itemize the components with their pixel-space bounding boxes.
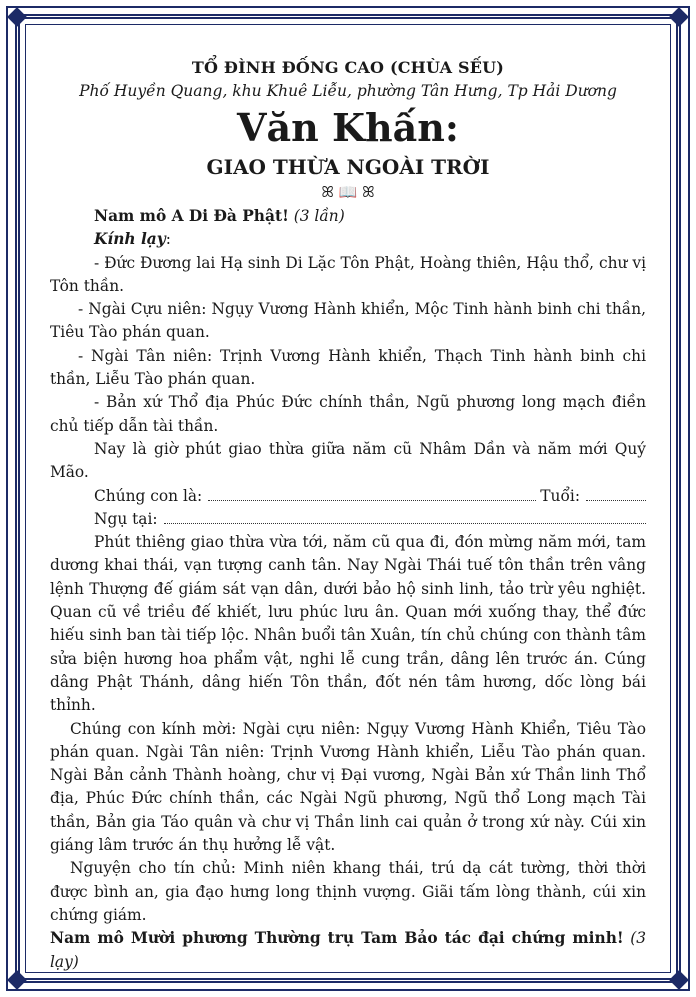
kinh-lay-label: Kính lạy: [94, 230, 166, 249]
invocation-3: - Ngài Tân niên: Trịnh Vương Hành khiển, Thạch Tinh hành binh chi thần, Liễu Tào phán quan.: [50, 346, 646, 389]
closing-line: [50, 927, 646, 974]
kinh-lay-colon: :: [165, 230, 171, 249]
body-paragraph-3: Nguyện cho tín chủ: Minh niên khang thái, trú dạ cát tường, thời thời được bình an, gia đạo hưng long thịnh vượng. Giãi tấm lòng thành, cúi xin chứng giám.: [50, 859, 646, 924]
invocation-1: - Đức Đương lai Hạ sinh Di Lặc Tôn Phật, Hoàng thiên, Hậu thổ, chư vị Tôn thần.: [50, 253, 646, 295]
address-fill-row: [50, 508, 646, 531]
document-content: [50, 57, 646, 974]
intro-line: Nay là giờ phút giao thừa giữa năm cũ Nhâm Dần và năm mới Quý Mão.: [50, 439, 646, 482]
tuoi-label: Tuổi:: [540, 486, 580, 505]
document-title: Văn Khấn:: [237, 105, 459, 150]
kinh-lay: [50, 228, 646, 251]
body-paragraph-2: Chúng con kính mời: Ngài cựu niên: Ngụy Vương Hành Khiển, Tiêu Tào phán quan. Ngài Tân niên: Trịnh Vương Hành khiển, Liễu Tào phán quan. Ngài Bản cảnh Thành hoàng, chư vị Đại vương, Ngài Bản xứ Thần linh Thổ địa, Phúc Đức chính thần, các Ngài Ngũ phương, Ngũ thổ Long mạch Tài thần, Bản gia Táo quân và chư vị Thần linh cai quản ở trong xứ này. Cúi xin giáng lâm trước án thụ hưởng lễ vật.: [50, 719, 646, 855]
body-paragraph-1: Phút thiêng giao thừa vừa tới, năm cũ qua đi, đón mừng năm mới, tam dương khai thái, vạn tượng canh tân. Nay Ngài Thái tuế tôn thần trên vâng lệnh Thượng đế giám sát vạn dân, dưới bảo hộ sinh linh, tảo trừ yêu nghiệt. Quan cũ về triều đế khiết, lưu phúc lưu ân. Quan mới xuống thay, thể đức hiếu sinh ban tài tiếp lộc. Nhân buổi tân Xuân, tín chủ chúng con thành tâm sửa biện hương hoa phẩm vật, nghi lễ cung trần, dâng lên trước án. Cúng dâng Phật Thánh, dâng hiến Tôn thần, đốt nén tâm hương, dốc lòng bái thỉnh.: [50, 533, 646, 715]
chung-con-label: Chúng con là:: [94, 486, 203, 505]
temple-address: Phố Huyền Quang, khu Khuê Liễu, phường Tân Hưng, Tp Hải Dương: [79, 82, 617, 100]
name-fill-row: [50, 485, 646, 508]
opening-namo: [50, 205, 646, 228]
document-subtitle: GIAO THỪA NGOÀI TRỜI: [206, 155, 490, 179]
name-blank-line[interactable]: [208, 499, 536, 501]
invocation-4: - Bản xứ Thổ địa Phúc Đức chính thần, Ngũ phương long mạch điền chủ tiếp dẫn tài thần.: [50, 393, 646, 435]
book-ornament-icon: ꕤ 📖 ꕤ: [321, 183, 375, 201]
namo-note: (3 lần): [293, 207, 345, 225]
closing-note: (3 lạy): [50, 929, 646, 971]
temple-name: TỔ ĐÌNH ĐỐNG CAO (CHÙA SẾU): [191, 58, 505, 77]
ngu-tai-label: Ngụ tại:: [94, 509, 158, 528]
age-blank-line[interactable]: [586, 499, 646, 501]
invocation-2: - Ngài Cựu niên: Ngụy Vương Hành khiển, Mộc Tinh hành binh chi thần, Tiêu Tào phán quan.: [50, 300, 646, 342]
address-blank-line[interactable]: [164, 522, 646, 524]
closing-text: Nam mô Mười phương Thường trụ Tam Bảo tác đại chứng minh!: [50, 929, 624, 948]
namo-text: Nam mô A Di Đà Phật!: [94, 207, 289, 225]
